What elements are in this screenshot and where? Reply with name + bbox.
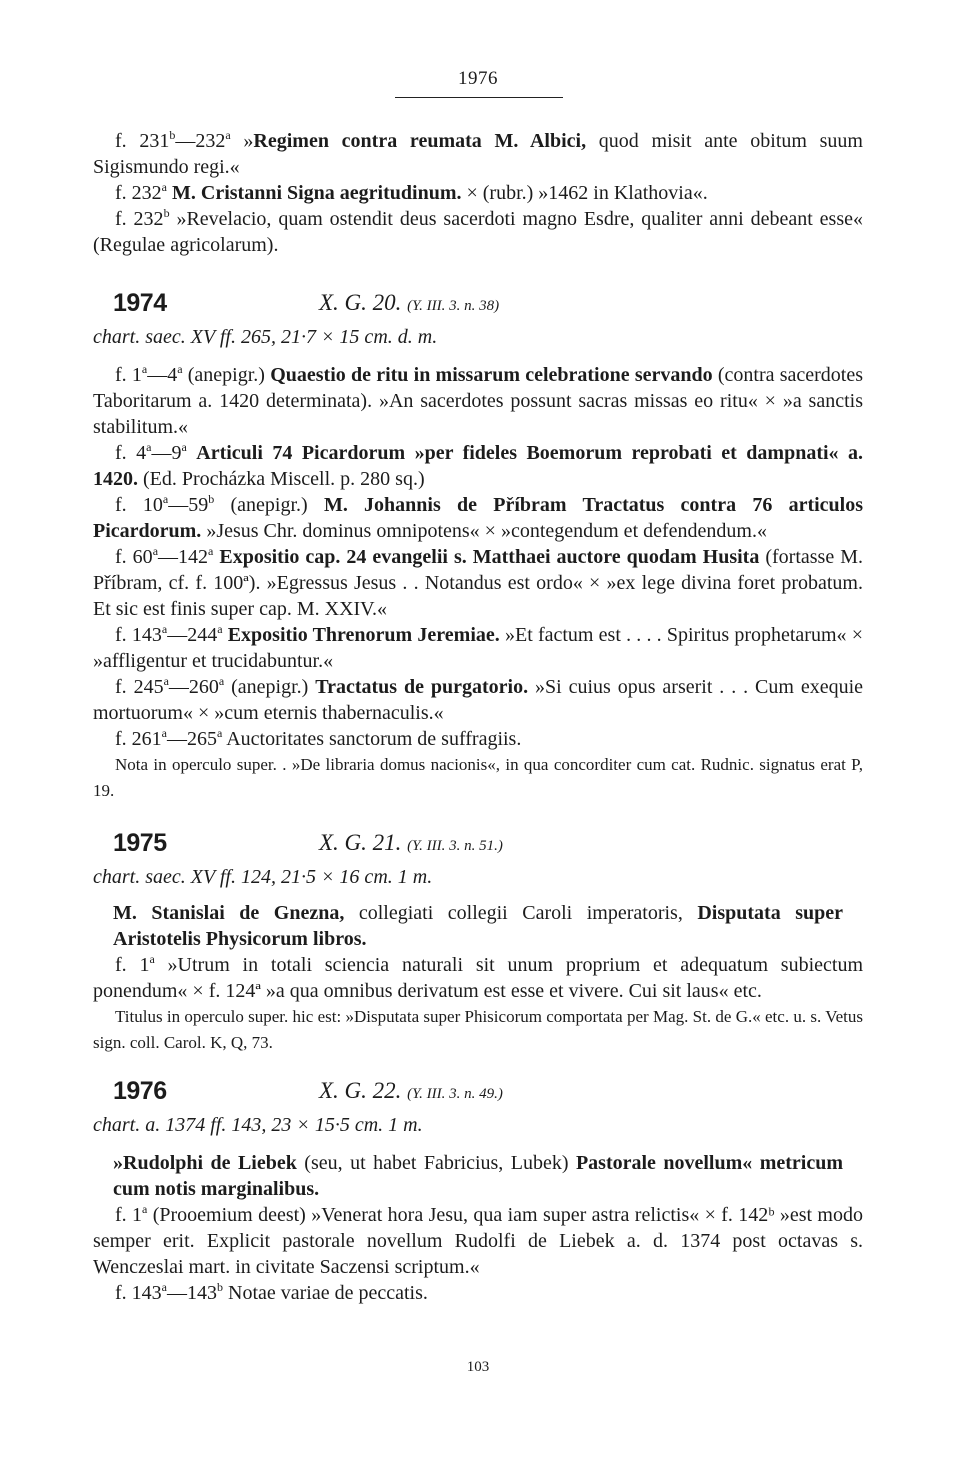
entries-1974: [93, 362, 863, 804]
folio-ref: f. 232: [115, 182, 162, 204]
entry-text: »Et factum est . . . . Spiritus prophetarum« × »affligentur et trucidabuntur.«: [93, 624, 863, 672]
quote-open: »: [230, 130, 254, 152]
entry-text: »Revelacio, quam ostendit deus sacerdoti magno Esdre, qualiter anni debeant esse« (Regulae agricolarum).: [93, 208, 863, 256]
catalogue-number: 1975: [113, 829, 167, 857]
entry-title: M. Cristanni Signa aegritudinum.: [167, 182, 462, 204]
entry: [93, 362, 863, 440]
folio-ref: —143: [167, 1282, 217, 1304]
entry: [93, 952, 863, 1004]
folio-ref: f. 1: [115, 954, 150, 976]
sup: a: [161, 726, 167, 740]
entry-text: »Si cuius opus arserit . . . Cum exequie mortuorum« × »cum eternis thabernaculis.«: [93, 676, 863, 724]
sup: a: [142, 1202, 148, 1216]
entry: [93, 492, 863, 544]
folio-ref: —4: [147, 364, 178, 386]
running-head: 1976: [458, 68, 498, 89]
old-shelfmark: (Y. III. 3. n. 51.): [407, 838, 503, 854]
sup: a: [163, 674, 169, 688]
entry-text: (anepigr.): [224, 676, 316, 698]
entry-title: M. Johannis de Příbram Tractatus contra 76 articulos Picardorum.: [93, 494, 864, 542]
page-number: 103: [466, 1359, 490, 1375]
entry: [93, 622, 863, 674]
shelfmark: [319, 290, 499, 319]
sup: a: [149, 952, 155, 966]
sup: b: [217, 1280, 223, 1294]
author-desc: (seu, ut habet Fabricius, Lubek): [296, 1152, 576, 1174]
head-rule: [395, 97, 563, 98]
catalogue-heading-1976: [93, 1078, 863, 1110]
entry-text: (anepigr.): [182, 364, 271, 386]
entry: [93, 726, 863, 752]
sup: a: [225, 128, 231, 142]
folio-ref: f. 232: [115, 208, 164, 230]
physical-description: chart. saec. XV ff. 265, 21·7 × 15 cm. d. m.: [93, 326, 438, 348]
entry-revelacio: [93, 206, 863, 258]
shelfmark-text: X. G. 21.: [319, 830, 402, 855]
folio-ref: —9: [151, 442, 182, 464]
entry-title: Tractatus de purgatorio.: [315, 676, 529, 698]
entries-1976: [93, 1150, 863, 1306]
entry-title: Expositio Threnorum Jeremiae.: [227, 624, 500, 646]
sup: a: [146, 440, 152, 454]
folio-ref: f. 231: [115, 130, 170, 152]
folio-ref: f. 143: [115, 1282, 162, 1304]
shelfmark: [319, 1078, 503, 1107]
folio-ref: f. 1: [115, 364, 142, 386]
catalogue-heading-1974: [93, 290, 863, 322]
sup: a: [181, 440, 187, 454]
author-desc: collegiati collegii Caroli imperatoris,: [344, 902, 698, 924]
entries-1975: [93, 900, 863, 1056]
entry: [93, 544, 863, 622]
entry-signa: [93, 180, 863, 206]
work-title: [93, 1150, 863, 1202]
entry-regimen: [93, 128, 863, 180]
folio-ref: f. 60: [115, 546, 153, 568]
old-shelfmark: (Y. III. 3. n. 49.): [407, 1086, 503, 1102]
sup: a: [217, 726, 223, 740]
sup: a: [177, 362, 183, 376]
catalogue-number: 1976: [113, 1077, 167, 1105]
binding-note: Nota in operculo super. . »De libraria domus nacionis«, in qua concorditer cum cat. Rudnic. signatus erat P, 19.: [93, 755, 863, 800]
entry-text: (anepigr.): [214, 494, 324, 516]
entry-text: [187, 442, 196, 464]
folio-ref: f. 4: [115, 442, 147, 464]
author: M. Stanislai de Gnezna,: [113, 902, 345, 924]
old-shelfmark: (Y. III. 3. n. 38): [407, 298, 500, 314]
entry-text: (Ed. Procházka Miscell. p. 280 sq.): [138, 468, 425, 490]
shelfmark: [319, 830, 503, 859]
entry-text: Auctoritates sanctorum de suffragiis.: [226, 728, 522, 750]
folio-ref: —265: [167, 728, 217, 750]
entry-text: (fortasse M. Příbram, cf. f. 100ª). »Egressus Jesus . . Notandus est ordo« × »ex lege divina foret probatum. Et sic est finis super cap. M. XXIV.«: [93, 546, 864, 620]
title: Pastorale novellum« metricum cum notis marginalibus.: [113, 1152, 843, 1200]
folio-ref: —244: [167, 624, 218, 646]
folio-ref: f. 245: [115, 676, 164, 698]
catalogue-heading-1975: [93, 830, 863, 862]
author: »Rudolphi de Liebek: [113, 1152, 297, 1174]
sup: a: [162, 492, 169, 506]
title: Disputata super Aristotelis Physicorum libros.: [113, 902, 844, 950]
sup: a: [161, 1280, 167, 1294]
entry-text: quod misit ante obitum suum Sigismundo regi.«: [93, 130, 863, 178]
entry-text: »Jesus Chr. dominus omnipotens« × »contegendum et defendendum.«: [201, 520, 767, 542]
entry: [93, 674, 863, 726]
intro-entries: [93, 128, 863, 258]
folio-ref: f. 10: [115, 494, 163, 516]
entry-text: × (rubr.) »1462 in Klathovia«.: [461, 182, 708, 204]
sup: a: [217, 622, 223, 636]
sup: a: [161, 180, 167, 194]
folio-ref: f. 143: [115, 624, 162, 646]
folio-ref: f. 1: [115, 1204, 143, 1226]
shelfmark-text: X. G. 22.: [319, 1078, 402, 1103]
physical-description: chart. a. 1374 ff. 143, 23 × 15·5 cm. 1 m.: [93, 1114, 423, 1136]
entry-title: Articuli 74 Picardorum »per fideles Boemorum reprobati et dampnati« a. 1420.: [93, 442, 863, 490]
sup: a: [161, 622, 168, 636]
sup: b: [208, 492, 215, 506]
physical-description: chart. saec. XV ff. 124, 21·5 × 16 cm. 1 m.: [93, 866, 433, 888]
folio-ref: —232: [175, 130, 226, 152]
entry-title: Quaestio de ritu in missarum celebratione servando: [270, 364, 713, 386]
entry-title: Regimen contra reumata M. Albici,: [253, 130, 587, 152]
folio-ref: —260: [168, 676, 219, 698]
folio-ref: —59: [168, 494, 209, 516]
sup: a: [208, 544, 214, 558]
entry: [93, 1280, 863, 1306]
entry-title: Expositio cap. 24 evangelii s. Matthaei auctore quodam Husita: [219, 546, 760, 568]
sup: b: [163, 206, 170, 220]
sup: a: [152, 544, 159, 558]
binding-note: Titulus in operculo super. hic est: »Disputata super Phisicorum comportata per Mag. St. de G.« etc. u. s. Vetus sign. coll. Carol. K, Q, 73.: [93, 1007, 863, 1052]
sup: b: [169, 128, 176, 142]
sup: a: [141, 362, 148, 376]
entry-text: (Prooemium deest) »Venerat hora Jesu, qua iam super astra relictis« × f. 142ᵇ »est modo semper erit. Explicit pastorale novellum Rudolfi de Liebek a. d. 1374 post octavas s. Wenczeslai mart. in civitate Saczensi scriptum.«: [93, 1204, 863, 1278]
entry: [93, 1202, 863, 1280]
entry-text: (contra sacerdotes Taboritarum a. 1420 determinata). »An sacerdotes possunt sacras missas eo ritu« × »a sanctis stabilitum.«: [93, 364, 863, 438]
entry-text: »Utrum in totali sciencia naturali sit unum proprium et adequatum subiectum ponendum« × f. 124ª »a qua omnibus derivatum est esse et vivere. Cui sit laus« etc.: [93, 954, 863, 1002]
entry: [93, 440, 863, 492]
catalogue-number: 1974: [113, 289, 167, 317]
folio-ref: —142: [158, 546, 209, 568]
entry-text: Notae variae de peccatis.: [223, 1282, 428, 1304]
sup: a: [218, 674, 225, 688]
folio-ref: f. 261: [115, 728, 162, 750]
shelfmark-text: X. G. 20.: [319, 290, 402, 315]
work-title: [93, 900, 863, 952]
